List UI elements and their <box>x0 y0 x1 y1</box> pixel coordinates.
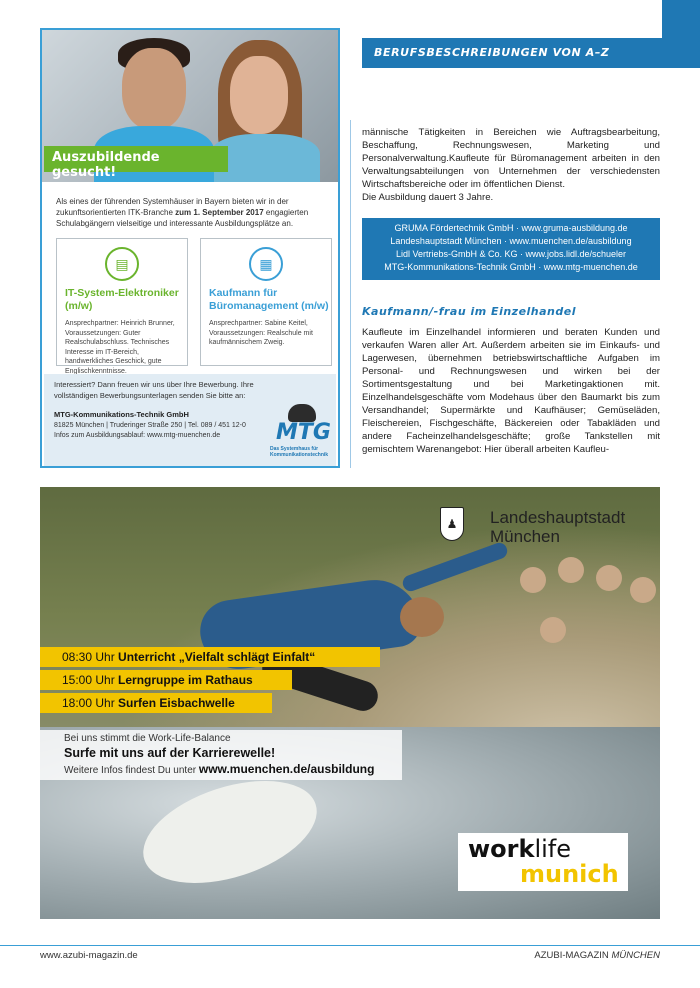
ad-banner: Auszubildende gesucht! <box>44 146 228 172</box>
city-crest-icon: ♟ <box>440 507 464 541</box>
schedule-item: 15:00 Uhr Lerngruppe im Rathaus <box>40 670 292 690</box>
calendar-icon: ▦ <box>249 247 283 281</box>
crowd-background <box>510 557 660 807</box>
article-office-management <box>362 126 660 204</box>
ad-contact-footer <box>44 374 336 466</box>
schedule-item: 08:30 Uhr Unterricht „Vielfalt schlägt Einfalt“ <box>40 647 380 667</box>
munich-career-ad <box>40 487 660 919</box>
footer-website[interactable]: www.azubi-magazin.de <box>40 950 138 961</box>
worklife-munich-logo: worklife munich <box>458 833 628 891</box>
contact-line[interactable]: Landeshauptstadt München · www.muenchen.de/ausbildung <box>390 236 632 246</box>
article-paragraph: männische Tätigkeiten in Bereichen wie Auftragsbearbeitung, Beschaffung, Rechnungswesen, Marketing und Personalverwaltung.Kaufleute für Büromanagement arbeiten in den Verwaltungsabteilungen von Unternehmen der verschiedensten Wirtschaftsbereiche oder im öffentlichen Dienst. <box>362 127 660 190</box>
job-description: Ansprechpartner: Heinrich Brunner, Voraussetzungen: Guter Realschulabschluss. Technisches Interesse im IT-Bereich, handwerkliches Geschick, gute Englischkenntnisse. <box>65 320 175 375</box>
ad-intro-text: Als eines der führenden Systemhäuser in Bayern bieten wir in der zukunftsorientierten ITK-Branche zum 1. September 2017 engagierten Schulabgängern vielseitige und interessante Ausbildungsplätze an. <box>56 197 309 228</box>
cta-link[interactable]: www.muenchen.de/ausbildung <box>198 762 375 776</box>
footer-magazine-title: AZUBI-MAGAZIN MÜNCHEN <box>534 950 660 961</box>
computer-icon: ▤ <box>105 247 139 281</box>
city-logo: ♟ Landeshauptstadt München <box>440 507 650 547</box>
footer-rule <box>0 945 700 946</box>
info-link[interactable]: Infos zum Ausbildungsablauf: www.mtg-muenchen.de <box>54 432 221 439</box>
page-corner-tab <box>662 0 700 68</box>
contact-line[interactable]: Lidl Vertriebs-GmbH & Co. KG · www.jobs.lidl.de/schueler <box>395 249 627 259</box>
section-header <box>362 38 662 68</box>
job-title: IT-System-Elektroniker (m/w) <box>65 287 179 312</box>
application-intro: Interessiert? Dann freuen wir uns über Ihre Bewerbung. Ihre vollständigen Bewerbungsunterlagen senden Sie bitte an: <box>54 380 254 400</box>
job-description: Ansprechpartner: Sabine Keitel, Voraussetzungen: Realschule mit kaufmännischem Zweig. <box>209 320 313 346</box>
job-card-office <box>200 238 332 366</box>
mtg-job-ad <box>40 28 340 468</box>
job-card-it <box>56 238 188 375</box>
contact-line[interactable]: GRUMA Fördertechnik GmbH · www.gruma-ausbildung.de <box>394 223 628 233</box>
cta-box: Bei uns stimmt die Work-Life-Balance Surfe mit uns auf der Karrierewelle! Weitere Infos findest Du unter www.muenchen.de/ausbildung <box>40 730 402 780</box>
cta-headline: Surfe mit uns auf der Karrierewelle! <box>64 746 276 760</box>
company-address: 81825 München | Truderinger Straße 250 | Tel. 089 / 451 12-0 Infos zum Ausbildungsablauf: www.mtg-muenchen.de <box>54 421 264 441</box>
section-title-retail: Kaufmann/-frau im Einzelhandel <box>362 305 576 318</box>
section-header-label: BERUFSBESCHREIBUNGEN VON A–Z <box>374 46 610 59</box>
company-name: MTG-Kommunikations-Technik GmbH <box>54 410 189 419</box>
article-retail: Kaufleute im Einzelhandel informieren und beraten Kunden und verkaufen Waren aller Art. Außerdem arbeiten sie im Einkaufs- und Lagerwesen, übernehmen betriebswirtschaftliche Aufgaben im Personal- und Rechnungswesen und wirken bei der Sortimentsgestaltung und bei Marketingaktionen mit. Einzelhandelsgeschäfte vom Modehaus über den Baumarkt bis zum Versandhandel; Supermärkte und Kaufhäuser; Gemüseläden, Fleischereien, Fischgeschäfte, Bäckereien oder Tabakläden und andere Facheinzelhandelsgeschäfte; große Tankstellen mit gemischtem Warenangebot: Hier überall arbeiten Kaufleu- <box>362 327 660 455</box>
article-paragraph: Die Ausbildung dauert 3 Jahre. <box>362 192 494 203</box>
mtg-logo: MTG Das Systemhaus für Kommunikationstechnik <box>270 402 332 460</box>
training-contacts-box <box>362 218 660 280</box>
contact-line[interactable]: MTG-Kommunikations-Technik GmbH · www.mtg-muenchen.de <box>384 262 638 272</box>
schedule-item: 18:00 Uhr Surfen Eisbachwelle <box>40 693 272 713</box>
ad-photo-students <box>42 30 338 182</box>
column-divider <box>350 120 351 468</box>
job-title: Kaufmann für Büromanagement (m/w) <box>209 287 329 312</box>
